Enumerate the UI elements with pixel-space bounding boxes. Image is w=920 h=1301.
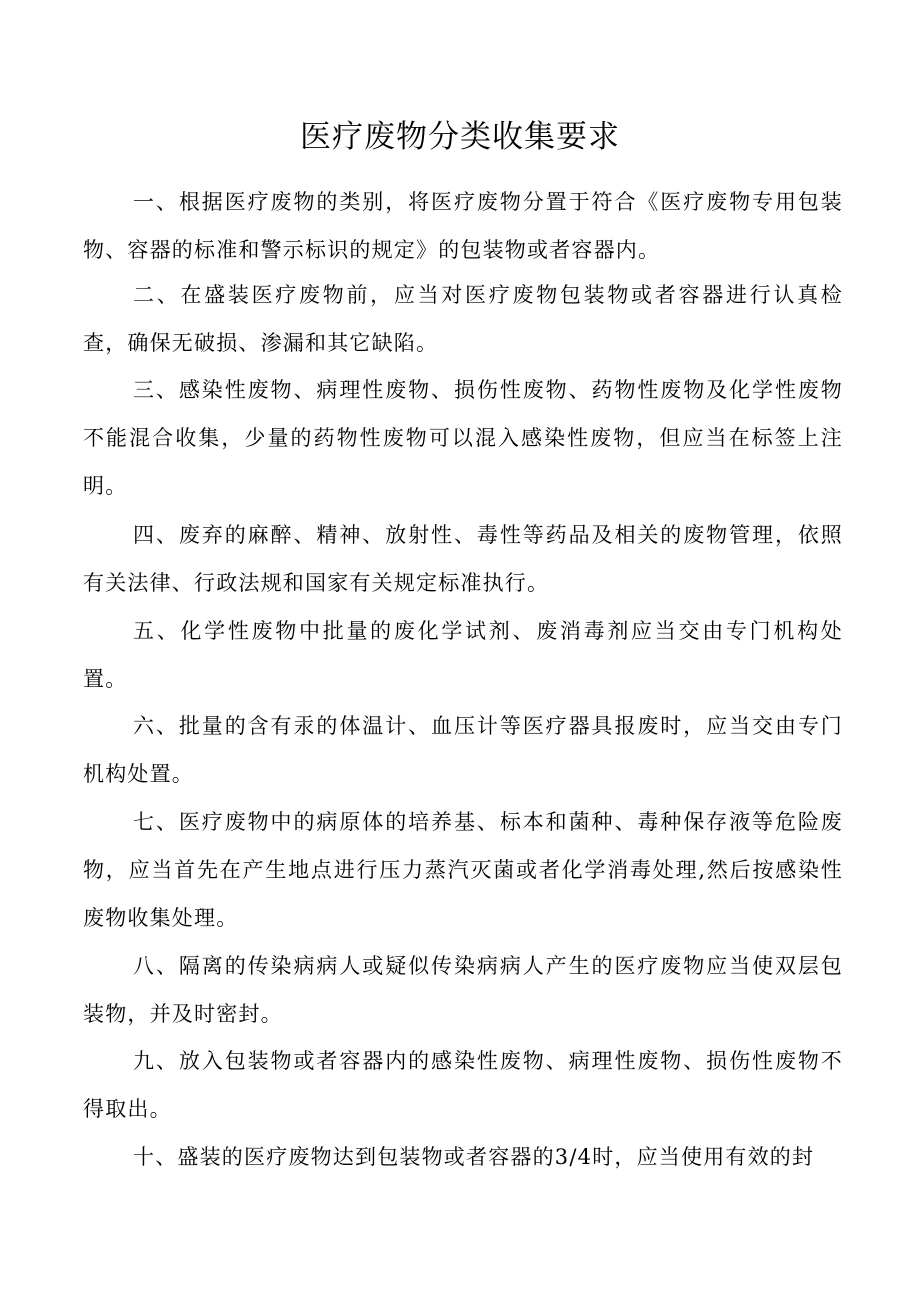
paragraph-2: 二、在盛装医疗废物前，应当对医疗废物包装物或者容器进行认真检查，确保无破损、渗漏和其它缺陷。 bbox=[83, 283, 843, 355]
paragraph-10: 十、盛装的医疗废物达到包装物或者容器的3/4时，应当使用有效的封 bbox=[133, 1145, 815, 1169]
paragraph-7: 七、医疗废物中的病原体的培养基、标本和菌种、毒种保存液等危险废物，应当首先在产生地点进行压力蒸汽灭菌或者化学消毒处理,然后按感染性废物收集处理。 bbox=[83, 810, 843, 930]
paragraph-6: 六、批量的含有汞的体温计、血压计等医疗器具报废时，应当交由专门机构处置。 bbox=[83, 714, 843, 786]
paragraph-5: 五、化学性废物中批量的废化学试剂、废消毒剂应当交由专门机构处置。 bbox=[83, 619, 843, 691]
paragraph-4: 四、废弃的麻醉、精神、放射性、毒性等药品及相关的废物管理，依照有关法律、行政法规和国家有关规定标准执行。 bbox=[83, 523, 843, 595]
paragraph-9: 九、放入包装物或者容器内的感染性废物、病理性废物、损伤性废物不得取出。 bbox=[83, 1049, 843, 1121]
paragraph-3: 三、感染性废物、病理性废物、损伤性废物、药物性废物及化学性废物不能混合收集，少量的药物性废物可以混入感染性废物，但应当在标签上注明。 bbox=[83, 378, 843, 498]
paragraph-8: 八、隔离的传染病病人或疑似传染病病人产生的医疗废物应当使双层包装物，并及时密封。 bbox=[83, 954, 843, 1026]
paragraph-1: 一、根据医疗废物的类别，将医疗废物分置于符合《医疗废物专用包装物、容器的标准和警示标识的规定》的包装物或者容器内。 bbox=[83, 190, 843, 262]
document-title: 医疗废物分类收集要求 bbox=[300, 119, 620, 155]
